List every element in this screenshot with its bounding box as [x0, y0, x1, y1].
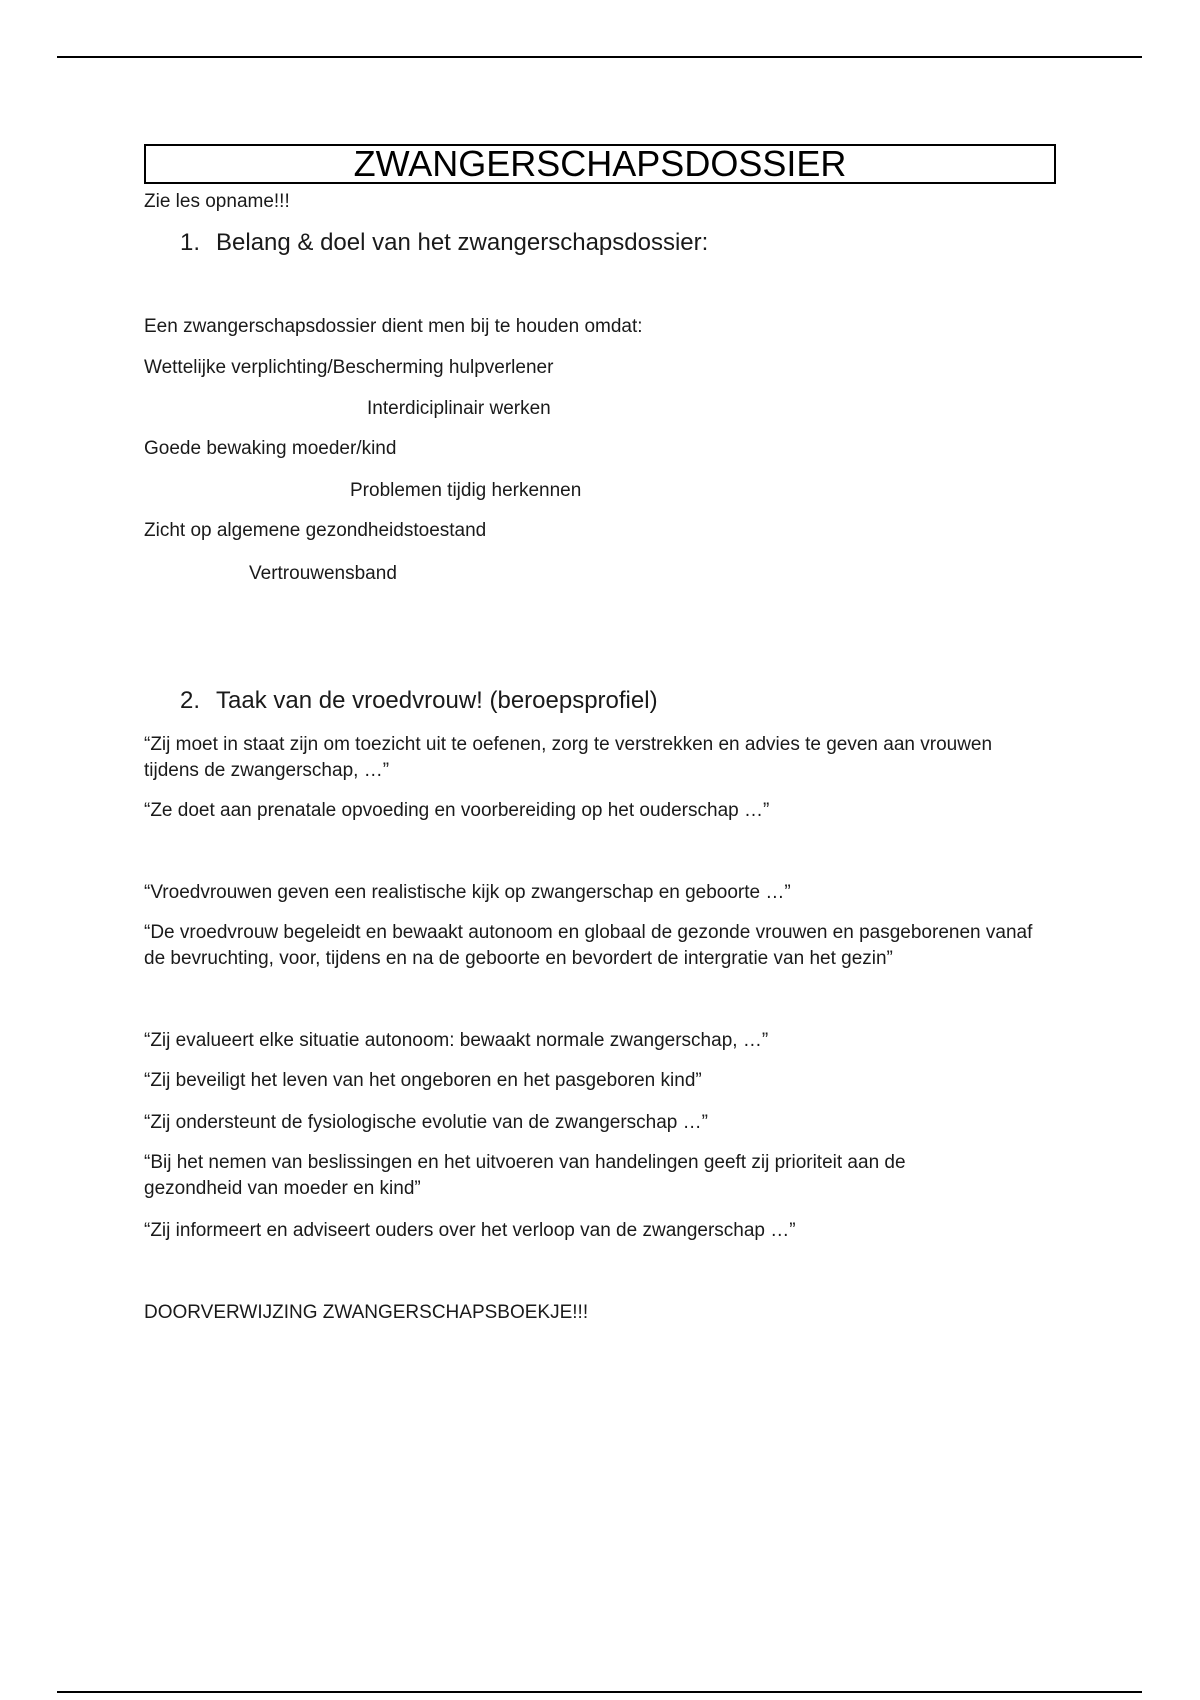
- quote: “Zij moet in staat zijn om toezicht uit te oefenen, zorg te verstrekken en advies te geven aan vrouwen tijdens de zwangerschap, …”: [144, 734, 993, 781]
- quote: “Zij evalueert elke situatie autonoom: bewaakt normale zwangerschap, …”: [144, 1030, 769, 1051]
- top-rule: [57, 56, 1142, 58]
- list-item: Zicht op algemene gezondheidstoestand: [144, 520, 487, 541]
- document-title: ZWANGERSCHAPSDOSSIER: [144, 144, 1056, 184]
- quote: “Zij ondersteunt de fysiologische evolutie van de zwangerschap …”: [144, 1112, 708, 1133]
- quote: “Bij het nemen van beslissingen en het uitvoeren van handelingen geeft zij prioriteit aan de gezondheid van moeder en kind”: [144, 1152, 906, 1199]
- list-item: Goede bewaking moeder/kind: [144, 438, 397, 459]
- list-item: Problemen tijdig herkennen: [350, 480, 582, 501]
- section-1-title: Belang & doel van het zwangerschapsdossier:: [216, 229, 709, 256]
- quote: “Zij beveiligt het leven van het ongeboren en het pasgeboren kind”: [144, 1070, 702, 1091]
- section-1-heading: [180, 228, 708, 258]
- quote: “Vroedvrouwen geven een realistische kijk op zwangerschap en geboorte …”: [144, 882, 791, 903]
- section-1-number: 1.: [180, 229, 201, 256]
- section-1-intro: Een zwangerschapsdossier dient men bij te houden omdat:: [144, 316, 643, 337]
- lesson-note: Zie les opname!!!: [144, 191, 290, 212]
- list-item: Interdiciplinair werken: [367, 398, 551, 419]
- section-2-heading: [180, 686, 658, 716]
- section-2-title: Taak van de vroedvrouw! (beroepsprofiel): [216, 687, 658, 714]
- list-item: Wettelijke verplichting/Bescherming hulpverlener: [144, 357, 554, 378]
- section-2-number: 2.: [180, 687, 201, 714]
- list-item: Vertrouwensband: [249, 563, 397, 584]
- bottom-rule: [57, 1691, 1142, 1693]
- quote: “De vroedvrouw begeleidt en bewaakt autonoom en globaal de gezonde vrouwen en pasgeborenen vanaf de bevruchting, voor, tijdens en na de geboorte en bevordert de intergratie van het gezin”: [144, 922, 1033, 969]
- quote: “Ze doet aan prenatale opvoeding en voorbereiding op het ouderschap …”: [144, 800, 770, 821]
- closing-note: DOORVERWIJZING ZWANGERSCHAPSBOEKJE!!!: [144, 1302, 589, 1323]
- quote: “Zij informeert en adviseert ouders over het verloop van de zwangerschap …”: [144, 1220, 796, 1241]
